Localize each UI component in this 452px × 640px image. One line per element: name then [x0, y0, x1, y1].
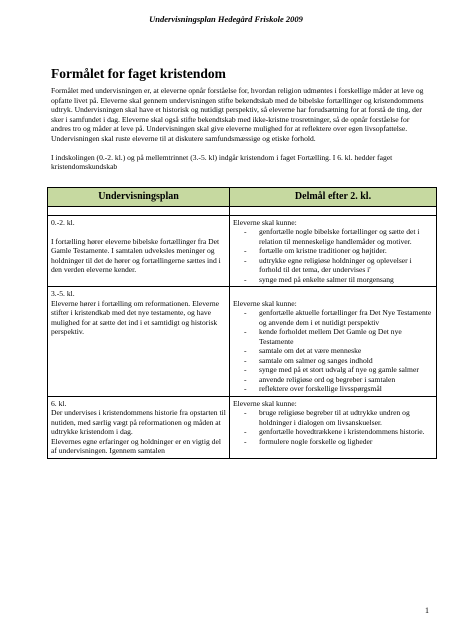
section-title: Formålet for faget kristendom [51, 66, 226, 81]
goals-list [233, 227, 433, 284]
list-item: - genfortælle nogle bibelske fortællinger og sætte det i relation til menneskelige handlemåder og motiver. [233, 227, 433, 246]
column-header-plan: Undervisningsplan [48, 188, 230, 207]
intro-paragraph-1: Formålet med undervisningen er, at eleverne opnår forståelse for, hvordan religion udmøntes i forskellige måder at leve og opfatte livet på. Eleverne skal gennem undervisningen stifte bekendtskab med de bibelske fortællinger og kristendommens udtryk. Undervisningen skal have et historisk og nutidigt perspektiv, så eleverne har forudsætning for at forstå de ting, der sker i samfundet i dag. Eleverne skal også stifte bekendtskab med ikke-kristne trosretninger, så de opnår forståelse for andres tro og måder at leve på. Undervisningen skal give eleverne mulighed for at reflektere over egen livsopfattelse. Undervisningen skal ruste eleverne til at diskutere samfundsmæssige og etiske forhold. [51, 86, 424, 143]
list-item: - samtale om det at være menneske [233, 346, 433, 356]
plan-cell [48, 396, 230, 458]
list-item: - bruge religiøse begreber til at udtrykke undren og holdninger i dialogen om livsanskuelser. [233, 408, 433, 427]
intro-text [51, 86, 431, 172]
goals-cell [230, 287, 437, 397]
list-item: - synge med på et stort udvalg af nye og gamle salmer [233, 365, 433, 375]
plan-text: Elevernes egne erfaringer og holdninger er en vigtig del af undervisningen. Igennem samtalen [51, 436, 221, 455]
goals-intro: Eleverne skal kunne: [233, 217, 297, 227]
goals-cell [230, 396, 437, 458]
intro-paragraph-2: I indskolingen (0.-2. kl.) og på mellemtrinnet (3.-5. kl) indgår kristendom i faget Fortælling. I 6. kl. hedder faget kristendomskundskab [51, 152, 393, 172]
plan-cell [48, 287, 230, 397]
list-item: - formulere nogle forskelle og ligheder [233, 437, 433, 447]
table-row [48, 287, 437, 397]
table-row [48, 215, 437, 287]
grade-label: 6. kl. [51, 398, 67, 408]
list-item: - genfortælle aktuelle fortællinger fra Det Nye Testamente og anvende dem i et nutidigt perspektiv [233, 308, 433, 327]
goals-cell [230, 215, 437, 287]
list-item: - kende forholdet mellem Det Gamle og Det nye Testamente [233, 327, 433, 346]
grade-label: 0.-2. kl. [51, 217, 75, 227]
grade-label: 3.-5. kl. [51, 289, 75, 298]
list-item: - synge med på enkelte salmer til morgensang [233, 275, 433, 285]
list-item: - samtale om salmer og sanges indhold [233, 356, 433, 366]
table-row [48, 396, 437, 458]
plan-text: Eleverne hører i fortælling om reformationen. Eleverne stifter i kristendkab med det nye testamente, og have mulighed for at sætte det ind i et samtidigt og historisk perspektiv. [51, 298, 220, 336]
spacer-cell [48, 206, 230, 215]
running-header: Undervisningsplan Hedegård Friskole 2009 [149, 14, 303, 24]
column-header-goals: Delmål efter 2. kl. [230, 188, 437, 207]
list-item: - anvende religiøse ord og begreber i samtalen [233, 375, 433, 385]
list-item: - reflektere over forskellige livsspørgsmål [233, 384, 433, 394]
goals-intro: Eleverne skal kunne: [233, 298, 297, 308]
goals-intro: Eleverne skal kunne: [233, 398, 297, 408]
spacer-cell [230, 206, 437, 215]
plan-text: I fortælling hører eleverne bibelske fortællinger fra Det Gamle Testamente. I samtalen udveksles meninger og holdninger til det de hører og fortællingerne sættes ind i den verden eleverne kender. [51, 236, 221, 274]
list-item: - genfortælle hovedtrækkene i kristendommens historie. [233, 427, 433, 437]
curriculum-table [47, 187, 437, 459]
page-number: 1 [425, 606, 429, 615]
plan-cell [48, 215, 230, 287]
list-item: - udtrykke egne religiøse holdninger og oplevelser i forhold til det tema, der undervises i' [233, 256, 433, 275]
goals-list [233, 408, 433, 446]
plan-text: Der undervises i kristendommens historie fra opstarten til nutiden, med særlig vægt på reformationen og måden at udtrykke kristendom i dag. [51, 408, 226, 436]
goals-list [233, 308, 433, 394]
list-item: - fortælle om kristne traditioner og højtider. [233, 246, 433, 256]
